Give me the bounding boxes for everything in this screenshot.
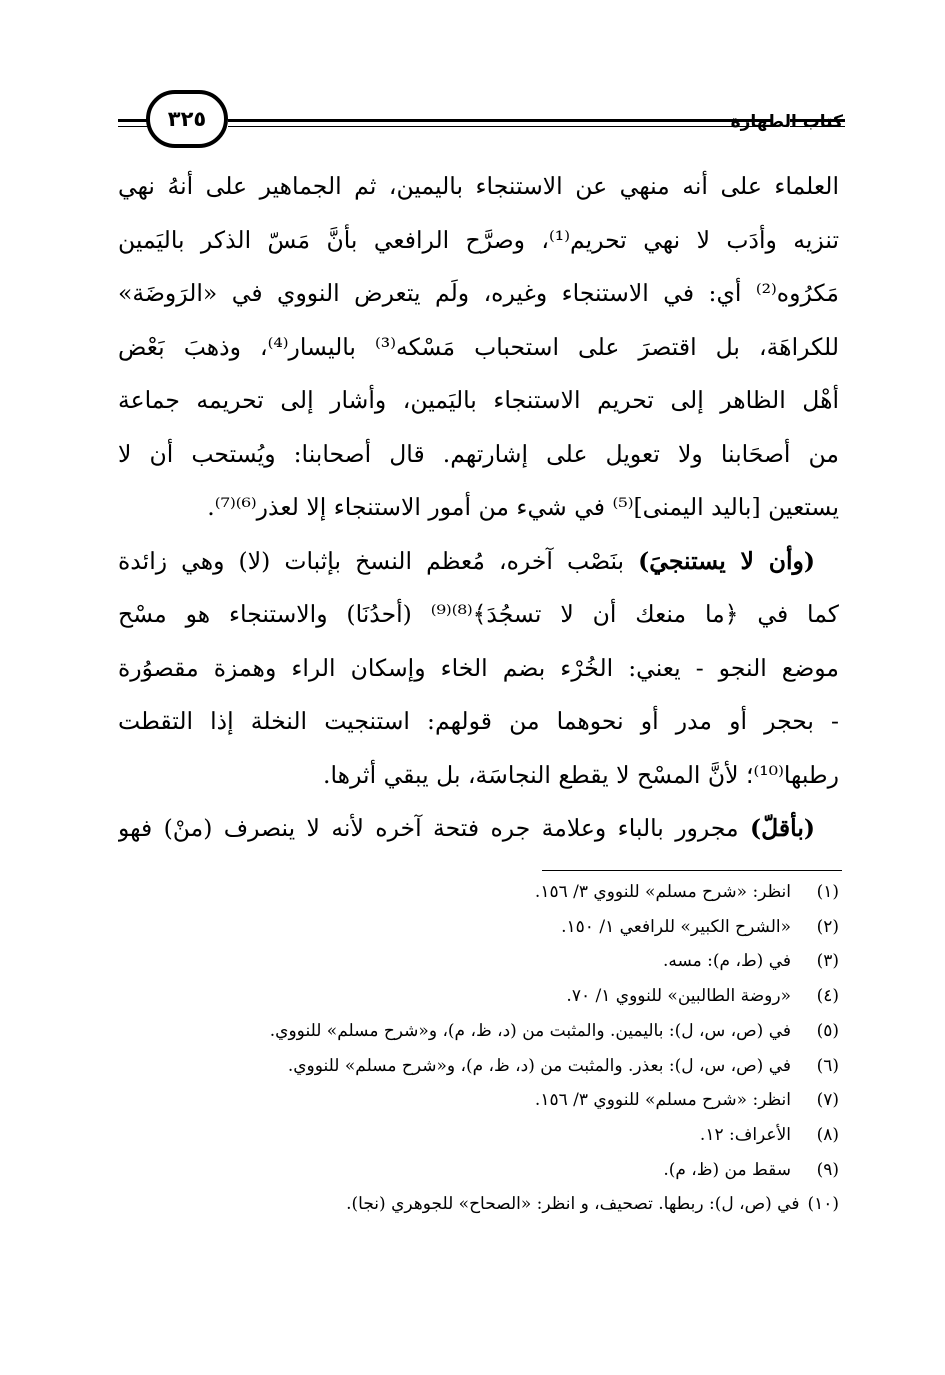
footnote <box>100 1187 839 1222</box>
footnote <box>100 910 839 945</box>
bold-lemma: (وأن لا يستنجيَ) <box>638 546 815 575</box>
text-line <box>118 535 815 589</box>
text-run: مجرور بالباء وعلامة جره فتحة آخره لأنه لا ينصرف (منْ) فهو <box>118 814 751 842</box>
footnote <box>100 979 839 1014</box>
footnote-number: (٦) <box>816 1055 839 1076</box>
footnote <box>100 1049 839 1084</box>
text-line: كما في ﴿ما منعك أن لا تسجُدَ﴾⁽⁸⁾⁽⁹⁾ (أحدُنَا) والاستنجاء هو مسْح <box>118 600 839 628</box>
text-line: أهْل الظاهر إلى تحريم الاستنجاء باليَمين، وأشار إلى تحريمه جماعة <box>118 386 839 414</box>
header-rule-left-thin <box>118 126 148 127</box>
footnote-number: (٢) <box>816 916 839 937</box>
footnote-text: في (ص، س، ل): بعذر. والمثبت من (د، ظ، م)، و«شرح مسلم» للنووي. <box>287 1055 791 1076</box>
text-line: العلماء على أنه منهي عن الاستنجاء باليمين، ثم الجماهير على أنهُ نهي <box>118 172 839 200</box>
footnote-text: «روضة الطالبين» للنووي ١/ ٧٠. <box>566 986 791 1007</box>
paragraph-2-cont <box>118 588 839 802</box>
text-run: بنَصْب آخره، مُعظم النسخ بإثبات (لا) وهي زائدة <box>118 546 639 575</box>
footnote-number: (٤) <box>816 986 839 1007</box>
page-number: ٣٢٥ <box>167 107 207 131</box>
footnote-text: «الشرح الكبير» للرافعي ١/ ١٥٠. <box>561 916 791 937</box>
footnote-number: (١) <box>816 882 839 902</box>
footnote-number: (٨) <box>816 1124 839 1145</box>
text-line <box>118 802 815 856</box>
footnote <box>100 1118 839 1153</box>
footnote-text: في (ص، س، ل): باليمين. والمثبت من (د، ظ، م)، و«شرح مسلم» للنووي. <box>269 1020 791 1041</box>
footnote-number: (٩) <box>816 1159 839 1180</box>
footnote-text: انظر: «شرح مسلم» للنووي ٣/ ١٥٦. <box>534 882 791 902</box>
header-rule-right-thin <box>228 126 773 127</box>
footnote-number: (٣) <box>816 951 839 972</box>
footnote-separator <box>542 870 842 871</box>
page-number-badge <box>146 90 228 148</box>
footnote-text: في (ط، م): مسه. <box>662 951 791 972</box>
text-line: تنزيه وأدَب لا نهي تحريم⁽¹⁾، وصرَّح الرافعي بأنَّ مَسّ الذكر باليَمين <box>118 225 839 254</box>
footnote-text: في (ص، ل): ربطها. تصحيف، و انظر: «الصحاح» للجوهري (نجا). <box>346 1194 800 1215</box>
footnote <box>100 1153 839 1188</box>
text-line: موضع النجو - يعني: الخُرْء بضم الخاء وإسكان الراء وهمزة مقصوُرة <box>118 653 839 682</box>
text-line: مَكرُوه⁽²⁾ أي: في الاستنجاء وغيره، ولَم يتعرض النووي في «الرَوضَة» <box>118 279 839 307</box>
paragraph-1 <box>118 160 839 535</box>
footnote-number: (٥) <box>816 1020 839 1041</box>
footnote-number: (١٠) <box>807 1194 839 1215</box>
footnote-text: سقط من (ظ، م). <box>663 1159 791 1180</box>
footnote <box>100 944 839 979</box>
footnote <box>100 875 839 910</box>
footnotes <box>100 875 839 1222</box>
paragraph-3 <box>118 802 839 856</box>
paragraph-2 <box>118 535 839 589</box>
footnote-text: انظر: «شرح مسلم» للنووي ٣/ ١٥٦. <box>534 1090 791 1111</box>
header-rule-left <box>118 119 148 122</box>
running-book-title: كتاب الطهارة <box>730 112 843 132</box>
footnote-text: الأعراف: ١٢. <box>699 1124 791 1145</box>
text-line: للكراهَة، بل اقتصرَ على استحباب مَسْكه⁽³⁾ باليسار⁽⁴⁾، وذهبَ بَعْض <box>118 332 839 361</box>
footnote <box>100 1014 839 1049</box>
footnote <box>100 1083 839 1118</box>
text-line: رطبها⁽¹⁰⁾؛ لأنَّ المسْح لا يقطع النجاسَة، بل يبقي أثرها. <box>323 760 839 789</box>
header-rule-right <box>228 119 773 122</box>
main-text <box>118 160 839 856</box>
footnote-number: (٧) <box>816 1090 839 1111</box>
text-line: - بحجر أو مدر أو نحوهما من قولهم: استنجيت النخلة إذا التقطت <box>118 707 839 735</box>
text-line: من أصحَابنا ولا تعويل على إشارتهم. قال أصحابنا: ويُستحب أن لا <box>118 439 839 468</box>
text-line: يستعين [باليد اليمنى]⁽⁵⁾ في شيء من أمور الاستنجاء إلا لعذر⁽⁶⁾⁽⁷⁾. <box>207 493 839 521</box>
bold-lemma: (بأقلّ) <box>750 814 815 842</box>
